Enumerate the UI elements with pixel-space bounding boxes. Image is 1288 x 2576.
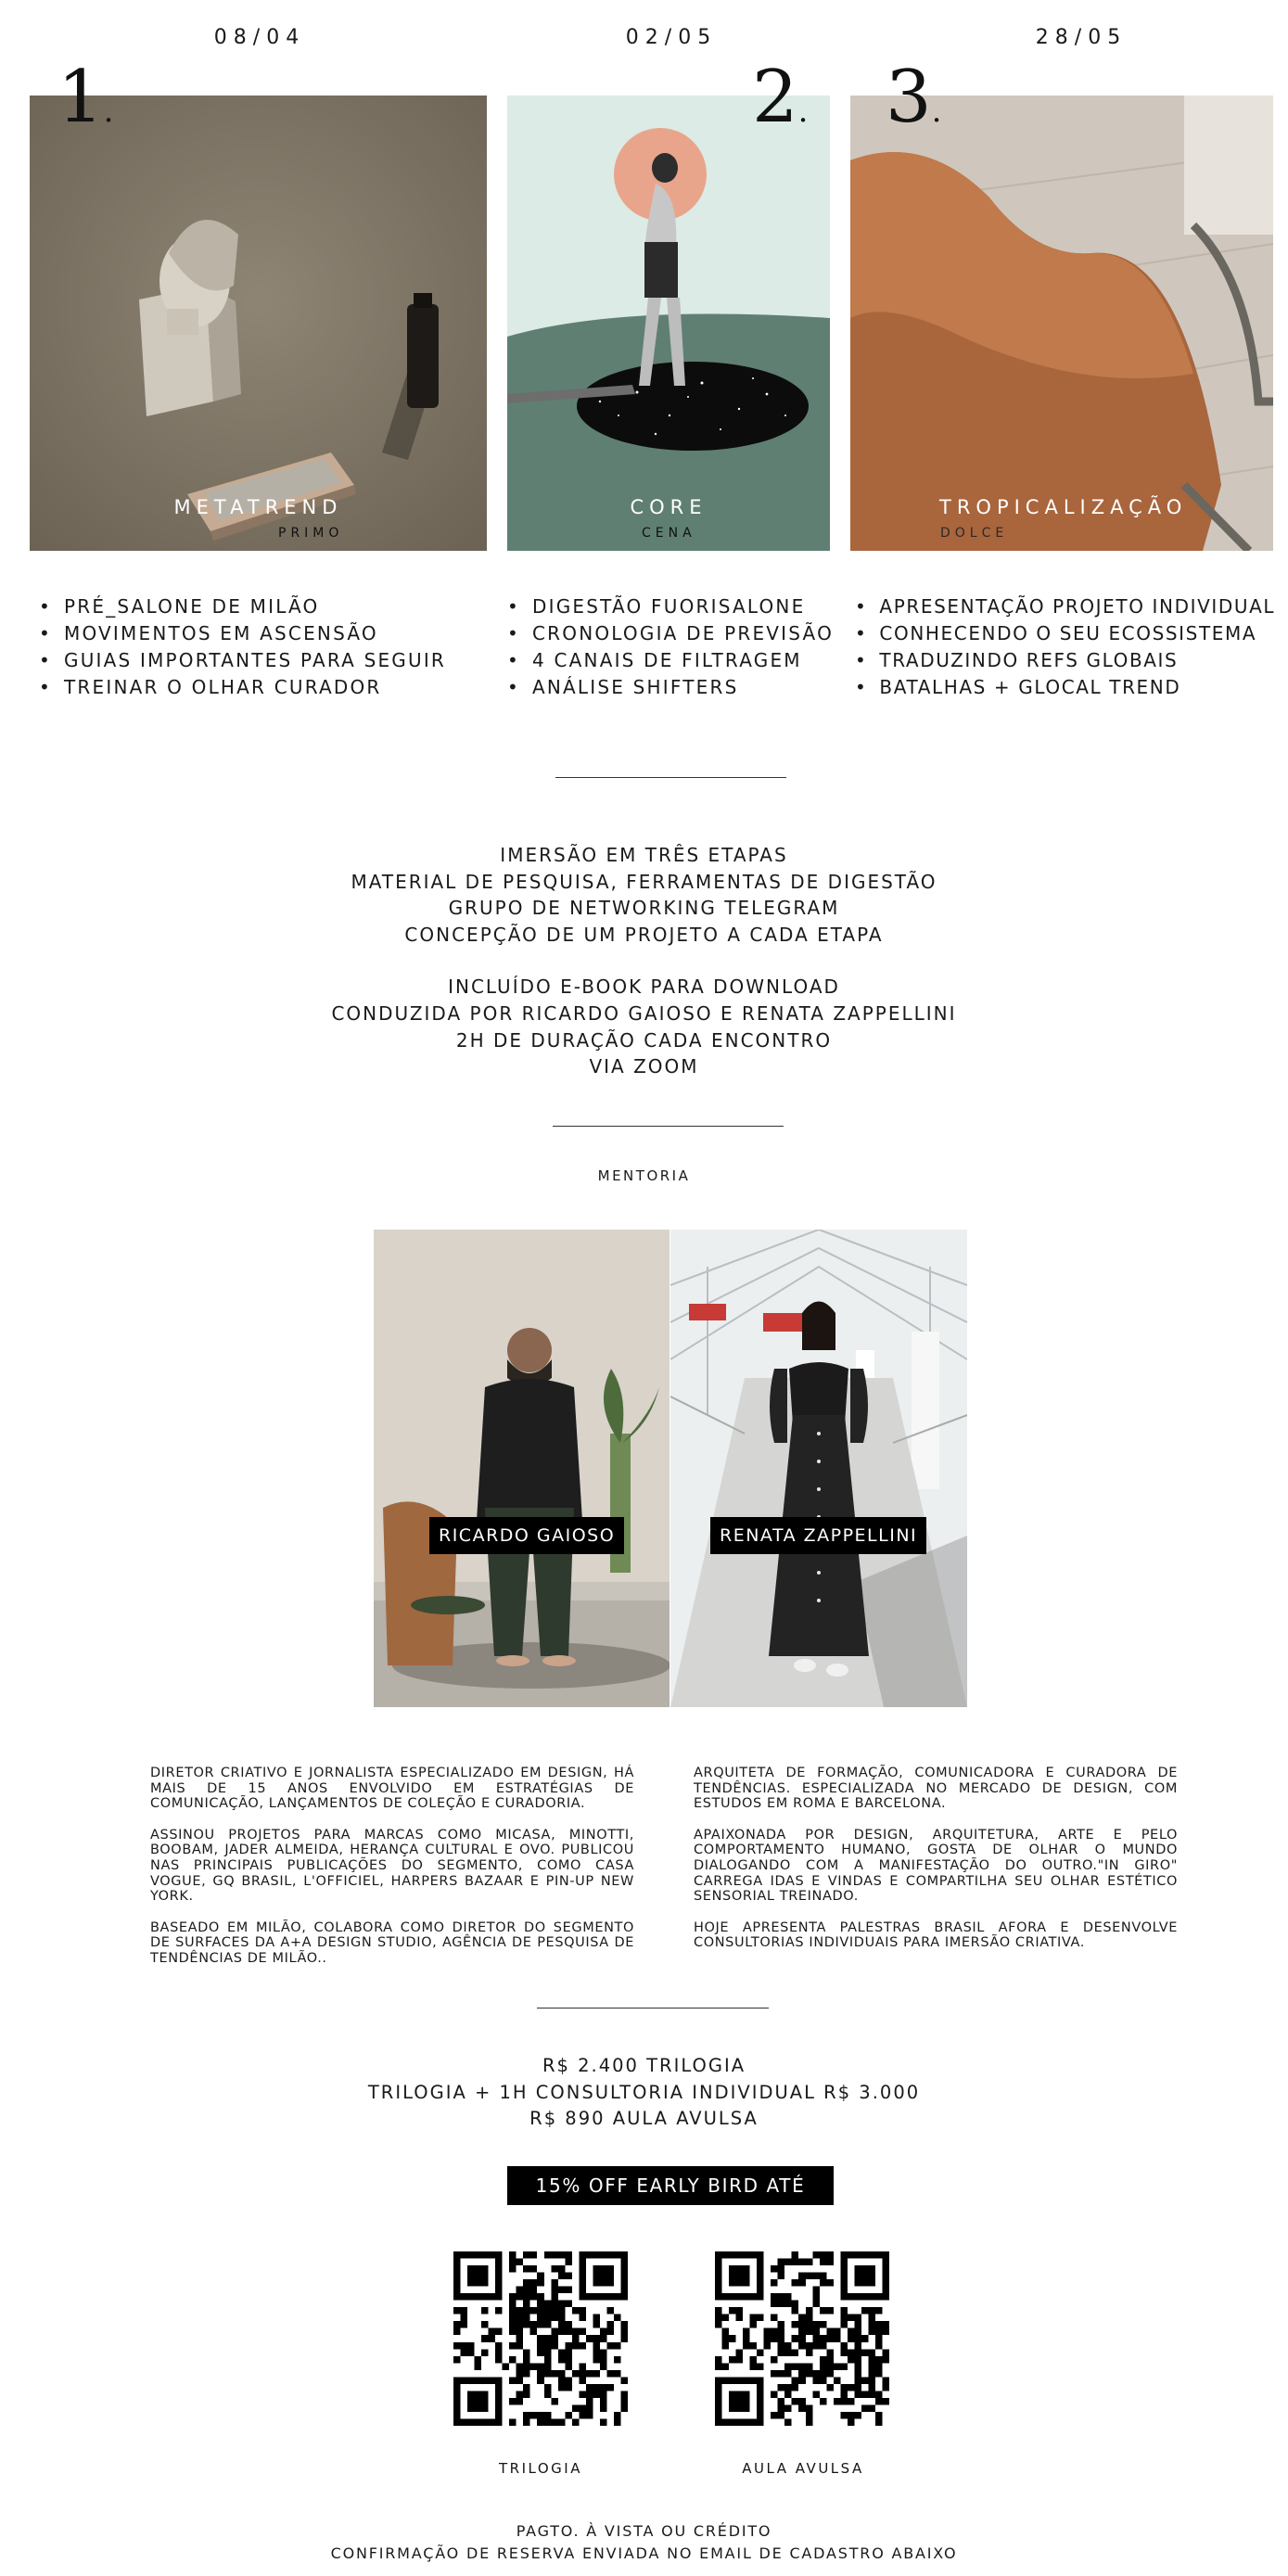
- list-item: • BATALHAS + GLOCAL TREND: [855, 674, 1275, 701]
- stage-2-number: 2.: [752, 56, 809, 139]
- stage-2-date: 02/05: [625, 26, 718, 49]
- early-bird-badge: 15% OFF EARLY BIRD ATÉ 15.03: [507, 2166, 834, 2205]
- leather-chair-image: [850, 96, 1273, 551]
- bio-paragraph: APAIXONADA POR DESIGN, ARQUITETURA, ARTE E PELO COMPORTAMENTO HUMANO, GOSTA DE OLHAR O MUNDO DIALOGANDO COM A MANIFESTAÇÃO DO OUTRO."IN GIRO" CARREGA IDAS E VINDAS E COMPARTILHA SEU OLHAR ESTÉTICO SENSORIAL TREINADO.: [694, 1827, 1178, 1905]
- ricardo-bio: [150, 1766, 634, 1983]
- ricardo-portrait-image: [374, 1230, 670, 1707]
- bio-paragraph: ARQUITETA DE FORMAÇÃO, COMUNICADORA E CURADORA DE TENDÊNCIAS. ESPECIALIZADA NO MERCADO DE DESIGN, COM ESTUDOS EM ROMA E BARCELONA.: [694, 1766, 1178, 1812]
- renata-bio: [694, 1766, 1178, 1967]
- stage-1-bullets: [39, 593, 446, 701]
- pricing: [0, 2053, 1288, 2133]
- stage-3-title: TROPICALIZAÇÃO: [939, 496, 1188, 518]
- stage-3-card: [850, 96, 1273, 551]
- stage-1-number: 1.: [57, 56, 114, 139]
- renata-portrait-image: [670, 1230, 967, 1707]
- stage-1-card: [30, 96, 487, 551]
- price-line: R$ 2.400 TRILOGIA: [542, 2055, 746, 2076]
- list-item: • GUIAS IMPORTANTES PARA SEGUIR: [39, 647, 446, 674]
- list-item: • DIGESTÃO FUORISALONE: [507, 593, 834, 620]
- list-item: • CRONOLOGIA DE PREVISÃO: [507, 620, 834, 647]
- info-line: VIA ZOOM: [589, 1055, 699, 1078]
- footer-note: [0, 2520, 1288, 2565]
- qr-code-aula-avulsa[interactable]: [715, 2251, 889, 2426]
- stage-2-card: [507, 96, 830, 551]
- info-line: IMERSÃO EM TRÊS ETAPAS: [500, 844, 788, 866]
- info-line: CONDUZIDA POR RICARDO GAIOSO E RENATA ZAPPELLINI: [331, 1001, 957, 1025]
- stage-3-number: 3.: [886, 56, 942, 139]
- list-item: • ANÁLISE SHIFTERS: [507, 674, 834, 701]
- bio-paragraph: HOJE APRESENTA PALESTRAS BRASIL AFORA E DESENVOLVE CONSULTORIAS INDIVIDUAIS PARA IMERSÃO CRIATIVA.: [694, 1919, 1178, 1951]
- stage-3-subtitle: DOLCE: [940, 526, 1009, 541]
- divider: [555, 777, 786, 778]
- info-line: GRUPO DE NETWORKING TELEGRAM: [448, 897, 840, 920]
- list-item: • TRADUZINDO REFS GLOBAIS: [855, 647, 1275, 674]
- info-line: CONCEPÇÃO DE UM PROJETO A CADA ETAPA: [404, 923, 884, 946]
- qr-label-trilogia: TRILOGIA: [499, 2460, 582, 2477]
- mentor-name-tag-renata: RENATA ZAPPELLINI: [710, 1517, 926, 1554]
- sculpture-still-life-image: [30, 96, 487, 551]
- ricardo-photo: [374, 1230, 670, 1707]
- price-line: R$ 890 AULA AVULSA: [529, 2108, 759, 2129]
- footer-line: CONFIRMAÇÃO DE RESERVA ENVIADA NO EMAIL DE CADASTRO ABAIXO: [330, 2544, 958, 2562]
- stage-1-date: 08/04: [213, 26, 306, 49]
- footer-line: PAGTO. À VISTA OU CRÉDITO: [516, 2522, 772, 2540]
- mentor-name-tag-ricardo: RICARDO GAIOSO: [429, 1517, 624, 1554]
- divider: [537, 2008, 769, 2009]
- course-info: [0, 842, 1288, 1080]
- info-line: MATERIAL DE PESQUISA, FERRAMENTAS DE DIGESTÃO: [351, 870, 937, 893]
- stage-1-title: METATREND: [173, 496, 343, 518]
- stage-2-bullets: [507, 593, 834, 701]
- list-item: • MOVIMENTOS EM ASCENSÃO: [39, 620, 446, 647]
- bio-paragraph: BASEADO EM MILÃO, COLABORA COMO DIRETOR DO SEGMENTO DE SURFACES DA A+A DESIGN STUDIO, AGÊNCIA DE PESQUISA DE TENDÊNCIAS DE MILÃO..: [150, 1919, 634, 1966]
- qr-label-aula-avulsa: AULA AVULSA: [742, 2460, 864, 2477]
- divider: [553, 1126, 784, 1127]
- diver-collage-image: [507, 96, 830, 551]
- bio-paragraph: ASSINOU PROJETOS PARA MARCAS COMO MICASA, MINOTTI, BOOBAM, JADER ALMEIDA, HERANÇA CULTURAL E OVO. PUBLICOU NAS PRINCIPAIS PUBLICAÇÕES DO SEGMENTO, COMO CASA VOGUE, GQ BRASIL, L'OFFICIEL, HARPERS BAZAAR E PIN-UP NEW YORK.: [150, 1827, 634, 1905]
- list-item: • 4 CANAIS DE FILTRAGEM: [507, 647, 834, 674]
- list-item: • CONHECENDO O SEU ECOSSISTEMA: [855, 620, 1275, 647]
- stage-2-title: CORE: [630, 496, 708, 518]
- qr-code-trilogia[interactable]: [453, 2251, 628, 2426]
- info-line: 2H DE DURAÇÃO CADA ENCONTRO: [455, 1028, 833, 1052]
- bio-paragraph: DIRETOR CRIATIVO E JORNALISTA ESPECIALIZADO EM DESIGN, HÁ MAIS DE 15 ANOS ENVOLVIDO EM ESTRATÉGIAS DE COMUNICAÇÃO, LANÇAMENTOS DE COLEÇÃO E CURADORIA.: [150, 1766, 634, 1812]
- renata-photo: [670, 1230, 967, 1707]
- list-item: • TREINAR O OLHAR CURADOR: [39, 674, 446, 701]
- list-item: • APRESENTAÇÃO PROJETO INDIVIDUAL: [855, 593, 1275, 620]
- info-line: INCLUÍDO E-BOOK PARA DOWNLOAD: [448, 976, 840, 999]
- list-item: • PRÉ_SALONE DE MILÃO: [39, 593, 446, 620]
- stage-3-date: 28/05: [1035, 26, 1128, 49]
- stage-2-subtitle: CENA: [642, 526, 696, 541]
- price-line: TRILOGIA + 1H CONSULTORIA INDIVIDUAL R$ 3.000: [367, 2081, 921, 2103]
- stage-3-bullets: [855, 593, 1275, 701]
- mentoria-label: MENTORIA: [597, 1167, 691, 1184]
- stage-1-subtitle: PRIMO: [278, 526, 344, 541]
